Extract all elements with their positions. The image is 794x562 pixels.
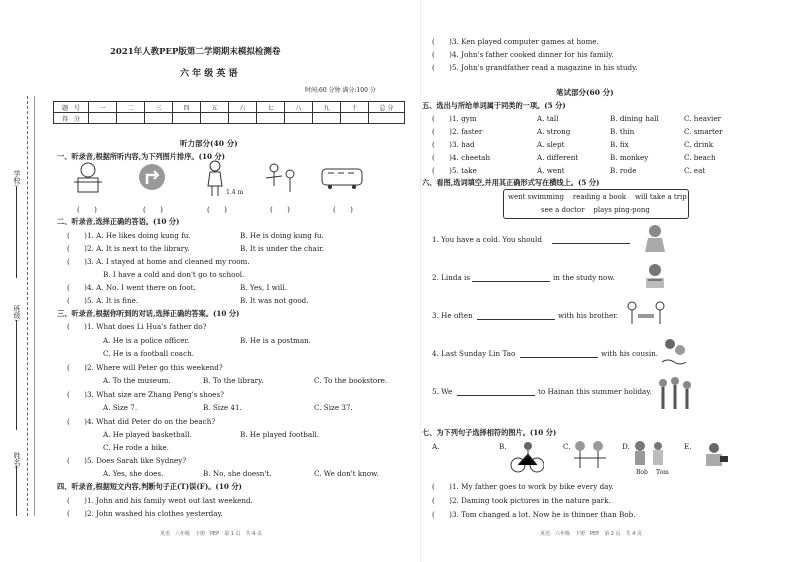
s2-q1-b: B. He is doing kung fu. xyxy=(240,231,324,240)
class-field[interactable] xyxy=(16,320,17,430)
s5-q4-a: A. different xyxy=(537,153,579,162)
s3-q4-c: C. He rode a bike. xyxy=(103,443,169,452)
s2-q1-a: ( )1. A. He likes doing kung fu. xyxy=(67,231,191,240)
s5-q5-a: A. went xyxy=(537,166,565,175)
s3-q1-b: B. He is a postman. xyxy=(240,336,312,345)
s3-q1-c: C. He is a football coach. xyxy=(103,349,195,358)
boy-reading-picture xyxy=(70,160,108,196)
s2-q3-a: ( )3. A. I stayed at home and cleaned my room. xyxy=(67,257,250,266)
s5-q2-a: A. strong xyxy=(537,127,571,136)
s6-q5-blank[interactable] xyxy=(457,395,535,396)
camera-picture xyxy=(700,440,732,476)
school-label: 学校: xyxy=(13,170,21,187)
s5-q4-word: ( )4. cheetah xyxy=(432,153,491,162)
score-cell[interactable] xyxy=(229,113,257,124)
s5-q2-word: ( )2. faster xyxy=(432,127,483,136)
s3-q3-c: C. Size 37. xyxy=(314,403,353,412)
s2-q4-b: B. Yes, I will. xyxy=(240,283,287,292)
binding-line-inner xyxy=(34,96,35,516)
score-cell[interactable] xyxy=(117,113,145,124)
s5-q1-c: C. heavier xyxy=(684,114,722,123)
name-field[interactable] xyxy=(16,466,17,516)
s4-q3: ( )3. Ken played computer games at home. xyxy=(432,37,599,46)
tom-label: Tom xyxy=(656,469,669,476)
score-header-cell: 题 号 xyxy=(54,102,89,113)
s3-q2-c: C. To the bookstore. xyxy=(314,376,388,385)
score-cell[interactable] xyxy=(369,113,405,124)
people-park-picture xyxy=(570,438,610,474)
s5-q3-a: A. slept xyxy=(537,140,565,149)
score-cell[interactable] xyxy=(313,113,341,124)
section-1-title: 一、听录音,根据所听内容,为下列图片排序。(10 分) xyxy=(57,152,226,161)
s5-q1-b: B. dining hall xyxy=(610,114,659,123)
girl-reading-picture xyxy=(640,262,670,292)
s2-q5-a: ( )5. A. It is fine. xyxy=(67,296,139,305)
s7-letter-d: D. xyxy=(622,442,630,451)
s3-q3: ( )3. What size are Zhang Peng's shoes? xyxy=(67,390,224,399)
page-divider xyxy=(420,0,421,562)
s3-q4-b: B. He played football. xyxy=(240,430,320,439)
s3-q2-a: A. To the museum. xyxy=(103,376,171,385)
s7-q1: ( )1. My father goes to work by bike every day. xyxy=(432,482,614,491)
s7-q3: ( )3. Tom changed a lot. Now he is thinner than Bob. xyxy=(432,510,636,519)
binding-line xyxy=(27,96,28,516)
score-header-cell: 四 xyxy=(173,102,201,113)
score-cell[interactable] xyxy=(201,113,229,124)
s5-q1-a: A. tall xyxy=(537,114,559,123)
section-3-title: 三、听录音,根据你听到的对话,选择正确的答案。(10 分) xyxy=(57,309,240,318)
score-header-cell: 十 xyxy=(341,102,369,113)
score-header-cell: 九 xyxy=(313,102,341,113)
score-header-cell: 八 xyxy=(285,102,313,113)
word-bank-box xyxy=(503,189,689,219)
section-7-title: 七、为下列句子选择相符的图片。(10 分) xyxy=(422,428,557,437)
s4-q1: ( )1. John and his family went out last weekend. xyxy=(67,496,253,505)
s3-q5-a: A. Yes, she does. xyxy=(103,469,164,478)
s3-q2: ( )2. Where will Peter go this weekend? xyxy=(67,363,223,372)
bike-picture xyxy=(510,440,544,474)
s6-q2-blank[interactable] xyxy=(472,281,550,282)
ping-pong-picture xyxy=(624,300,668,328)
listening-heading: 听力部分(40 分) xyxy=(180,139,238,148)
written-heading: 笔试部分(60 分) xyxy=(556,88,614,97)
score-cell[interactable] xyxy=(341,113,369,124)
footer-left: 英语 六年级 下册 PEP 第 1 页 共 4 页 xyxy=(160,531,262,537)
answer-paren[interactable]: ( ) xyxy=(333,205,353,214)
score-header-cell: 三 xyxy=(145,102,173,113)
word-bank-line-2: see a doctor plays ping-pong xyxy=(541,206,650,214)
swimming-picture xyxy=(660,336,688,368)
sick-boy-picture xyxy=(640,222,670,254)
s7-letter-c: C. xyxy=(563,442,571,451)
s5-q5-word: ( )5. take xyxy=(432,166,477,175)
answer-paren[interactable]: ( ) xyxy=(143,205,163,214)
s6-q5-text-a: 5. We xyxy=(432,387,453,396)
s3-q3-a: A. Size 7. xyxy=(103,403,138,412)
score-header-cell: 五 xyxy=(201,102,229,113)
s7-q2: ( )2. Daming took pictures in the nature park. xyxy=(432,496,611,505)
s5-q1-word: ( )1. gym xyxy=(432,114,477,123)
s3-q1: ( )1. What does Li Hua's father do? xyxy=(67,322,207,331)
s3-q1-a: A. He is a police officer. xyxy=(103,336,190,345)
s3-q3-b: B. Size 41. xyxy=(203,403,242,412)
score-cell[interactable] xyxy=(285,113,313,124)
s5-q3-word: ( )3. had xyxy=(432,140,475,149)
s4-q5: ( )5. John's grandfather read a magazine in his study. xyxy=(432,63,638,72)
s3-q2-b: B. To the library. xyxy=(203,376,264,385)
s6-q4-blank[interactable] xyxy=(520,357,598,358)
s6-q1-blank[interactable] xyxy=(552,243,630,244)
s5-q5-b: B. rode xyxy=(610,166,637,175)
score-header-cell: 总 分 xyxy=(369,102,405,113)
s2-q2-a: ( )2. A. It is next to the library. xyxy=(67,244,190,253)
s6-q1-text: 1. You have a cold. You should xyxy=(432,235,542,244)
score-table xyxy=(53,101,405,124)
s3-q4: ( )4. What did Peter do on the beach? xyxy=(67,417,216,426)
s3-q5-c: C. We don't know. xyxy=(314,469,379,478)
answer-paren[interactable]: ( ) xyxy=(77,205,97,214)
height-label: 1.4 m xyxy=(226,189,244,196)
s6-q2-text-b: in the study now. xyxy=(553,273,615,282)
answer-paren[interactable]: ( ) xyxy=(270,205,290,214)
school-field[interactable] xyxy=(16,186,17,278)
s6-q3-blank[interactable] xyxy=(477,319,555,320)
s4-q2: ( )2. John washed his clothes yesterday. xyxy=(67,509,223,518)
s7-letter-b: B. xyxy=(499,442,507,451)
score-cell[interactable] xyxy=(257,113,285,124)
s7-letter-e: E. xyxy=(684,442,692,451)
s3-q4-a: A. He played basketball. xyxy=(103,430,192,439)
score-cell[interactable] xyxy=(145,113,173,124)
bob-tom-picture xyxy=(632,440,668,470)
s6-q5-text-b: to Hainan this summer holiday. xyxy=(538,387,652,396)
s5-q3-b: B. fix xyxy=(610,140,629,149)
children-playing-picture xyxy=(262,160,302,196)
word-bank-line-1: went swimming reading a book will take a trip xyxy=(508,193,687,201)
s2-q3-b: B. I have a cold and don't go to school. xyxy=(103,270,245,279)
score-header-cell: 一 xyxy=(89,102,117,113)
s5-q5-c: C. eat xyxy=(684,166,706,175)
s6-q2-text-a: 2. Linda is xyxy=(432,273,471,282)
class-label: 班级: xyxy=(13,305,21,322)
section-6-title: 六、看图,选词填空,并用其正确形式写在横线上。(5 分) xyxy=(422,178,600,187)
s4-q4: ( )4. John's father cooked dinner for his family. xyxy=(432,50,614,59)
s2-q4-a: ( )4. A. No. I went there on foot. xyxy=(67,283,196,292)
time-score: 时间:60 分钟 满分:100 分 xyxy=(305,87,376,94)
family-trip-picture xyxy=(655,375,695,415)
s6-q4-text-a: 4. Last Sunday Lin Tao xyxy=(432,349,516,358)
s3-q5: ( )5. Does Sarah like Sydney? xyxy=(67,456,187,465)
score-header-cell: 二 xyxy=(117,102,145,113)
s5-q4-b: B. monkey xyxy=(610,153,649,162)
s7-letter-a: A. xyxy=(432,442,440,451)
s5-q2-b: B. thin xyxy=(610,127,635,136)
turn-right-sign-picture xyxy=(137,162,167,192)
s5-q3-c: C. drink xyxy=(684,140,714,149)
score-header-cell: 七 xyxy=(257,102,285,113)
s2-q5-b: B. It was not good. xyxy=(240,296,309,305)
s5-q4-c: C. beach xyxy=(684,153,716,162)
score-cell[interactable] xyxy=(173,113,201,124)
section-4-title: 四、听录音,根据短文内容,判断句子正(T)误(F)。(10 分) xyxy=(57,482,242,491)
bob-label: Bob xyxy=(636,469,648,476)
score-row-label: 得 分 xyxy=(54,113,89,124)
section-5-title: 五、选出与所给单词属于同类的一项。(5 分) xyxy=(422,101,566,110)
grade-subject: 六 年 级 英 语 xyxy=(180,69,238,79)
answer-paren[interactable]: ( ) xyxy=(207,205,227,214)
score-header-cell: 六 xyxy=(229,102,257,113)
s3-q5-b: B. No, she doesn't. xyxy=(203,469,272,478)
score-cell[interactable] xyxy=(89,113,117,124)
footer-right: 英语 六年级 下册 PEP 第 2 页 共 4 页 xyxy=(540,531,642,537)
s6-q4-text-b: with his cousin. xyxy=(601,349,659,358)
section-2-title: 二、听录音,选择正确的答语。(10 分) xyxy=(57,217,180,226)
name-label: 姓名: xyxy=(13,452,21,469)
train-picture xyxy=(320,163,366,191)
s6-q3-text-b: with his brother. xyxy=(558,311,619,320)
exam-title: 2021年人教PEP版第二学期期末模拟检测卷 xyxy=(110,47,281,57)
s2-q2-b: B. It is under the chair. xyxy=(240,244,325,253)
s6-q3-text-a: 3. He often xyxy=(432,311,473,320)
s5-q2-c: C. smarter xyxy=(684,127,723,136)
